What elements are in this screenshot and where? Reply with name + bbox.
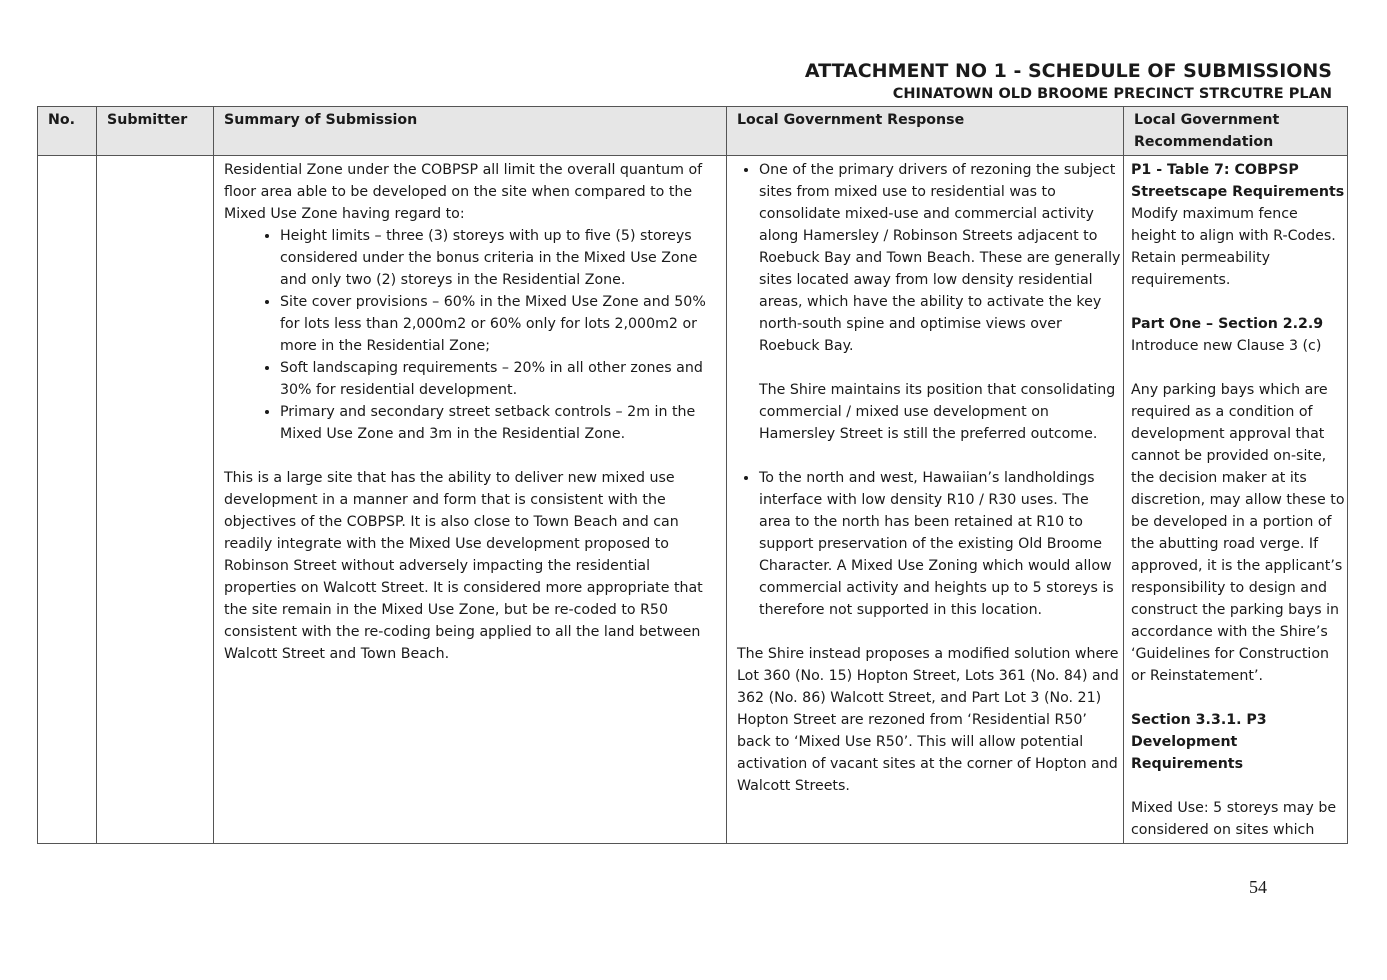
recommendation-heading: P1 - Table 7: COBPSP Streetscape Requirements [1131, 162, 1345, 200]
column-header-recommendation: Local Government Recommendation [1124, 107, 1348, 156]
column-header-summary: Summary of Submission [214, 107, 727, 156]
document-title: ATTACHMENT NO 1 - SCHEDULE OF SUBMISSIONS [804, 60, 1332, 82]
recommendation-heading: Section 3.3.1. P3 Development Requirements [1131, 712, 1267, 772]
recommendation-text: Mixed Use: 5 storeys may be considered on sites which [1131, 800, 1337, 838]
recommendation-text: Introduce new Clause 3 (c) [1131, 338, 1322, 354]
summary-bullet: • Site cover provisions – 60% in the Mixed Use Zone and 50% for lots less than 2,000m2 or 60% only for lots 2,000m2 or more in the Residential Zone; [280, 291, 725, 357]
cell-no [38, 156, 97, 844]
recommendation-text: Modify maximum fence height to align with R-Codes. Retain permeability requirements. [1131, 206, 1336, 288]
summary-bullet: • Primary and secondary street setback controls – 2m in the Mixed Use Zone and 3m in the Residential Zone. [280, 401, 725, 445]
response-bullet-list [737, 159, 1122, 643]
summary-bullet: • Height limits – three (3) storeys with up to five (5) storeys considered under the bonus criteria in the Mixed Use Zone and only two (2) storeys in the Residential Zone. [280, 225, 725, 291]
recommendation-text: Any parking bays which are required as a condition of development approval that cannot be provided on-site, the decision maker at its discretion, may allow these to be developed in a portion of the abutting road verge. If approved, it is the applicant’s responsibility to design and construct the parking bays in accordance with the Shire’s ‘Guidelines for Construction or Reinstatement’. [1131, 382, 1345, 684]
response-bullet [759, 159, 1122, 467]
summary-closing: This is a large site that has the ability to deliver new mixed use development in a manner and form that is consistent with the objectives of the COBPSP. It is also close to Town Beach and can readily integrate with the Mixed Use development proposed to Robinson Street without adversely impacting the residential properties on Walcott Street. It is considered more appropriate that the site remain in the Mixed Use Zone, but be re-coded to R50 consistent with the re-coding being applied to all the land between Walcott Street and Town Beach. [224, 470, 703, 662]
submissions-table [37, 106, 1348, 844]
response-bullet-text: • One of the primary drivers of rezoning the subject sites from mixed use to residential was to consolidate mixed-use and commercial activity along Hamersley / Robinson Streets adjacent to Roebuck Bay and Town Beach. These are generally sites located away from low density residential areas, which have the ability to activate the key north-south spine and optimise views over Roebuck Bay. [759, 162, 1121, 354]
cell-summary [214, 156, 727, 844]
column-header-submitter: Submitter [97, 107, 214, 156]
summary-bullet: • Soft landscaping requirements – 20% in all other zones and 30% for residential development. [280, 357, 725, 401]
document-subtitle: CHINATOWN OLD BROOME PRECINCT STRCUTRE PLAN [892, 86, 1332, 102]
page-number: 54 [1249, 877, 1267, 897]
column-header-response: Local Government Response [727, 107, 1124, 156]
cell-response [727, 156, 1124, 844]
response-bullet-text: • To the north and west, Hawaiian’s landholdings interface with low density R10 / R30 uses. The area to the north has been retained at R10 to support preservation of the existing Old Broome Character. A Mixed Use Zoning which would allow commercial activity and heights up to 5 storeys is therefore not supported in this location. [759, 470, 1114, 618]
table-header-row [38, 107, 1348, 156]
response-bullet [759, 467, 1122, 643]
table-row [38, 156, 1348, 844]
summary-intro: Residential Zone under the COBPSP all limit the overall quantum of floor area able to be developed on the site when compared to the Mixed Use Zone having regard to: [224, 162, 703, 222]
column-header-no: No. [38, 107, 97, 156]
recommendation-heading: Part One – Section 2.2.9 [1131, 316, 1324, 332]
response-closing: The Shire instead proposes a modified solution where Lot 360 (No. 15) Hopton Street, Lots 361 (No. 84) and 362 (No. 86) Walcott Street, and Part Lot 3 (No. 21) Hopton Street are rezoned from ‘Residential R50’ back to ‘Mixed Use R50’. This will allow potential activation of vacant sites at the corner of Hopton and Walcott Streets. [737, 646, 1119, 794]
response-bullet-followup: The Shire maintains its position that consolidating commercial / mixed use development on Hamersley Street is still the preferred outcome. [759, 382, 1116, 442]
cell-submitter [97, 156, 214, 844]
summary-bullet-list [224, 225, 725, 445]
cell-recommendation [1124, 156, 1348, 844]
